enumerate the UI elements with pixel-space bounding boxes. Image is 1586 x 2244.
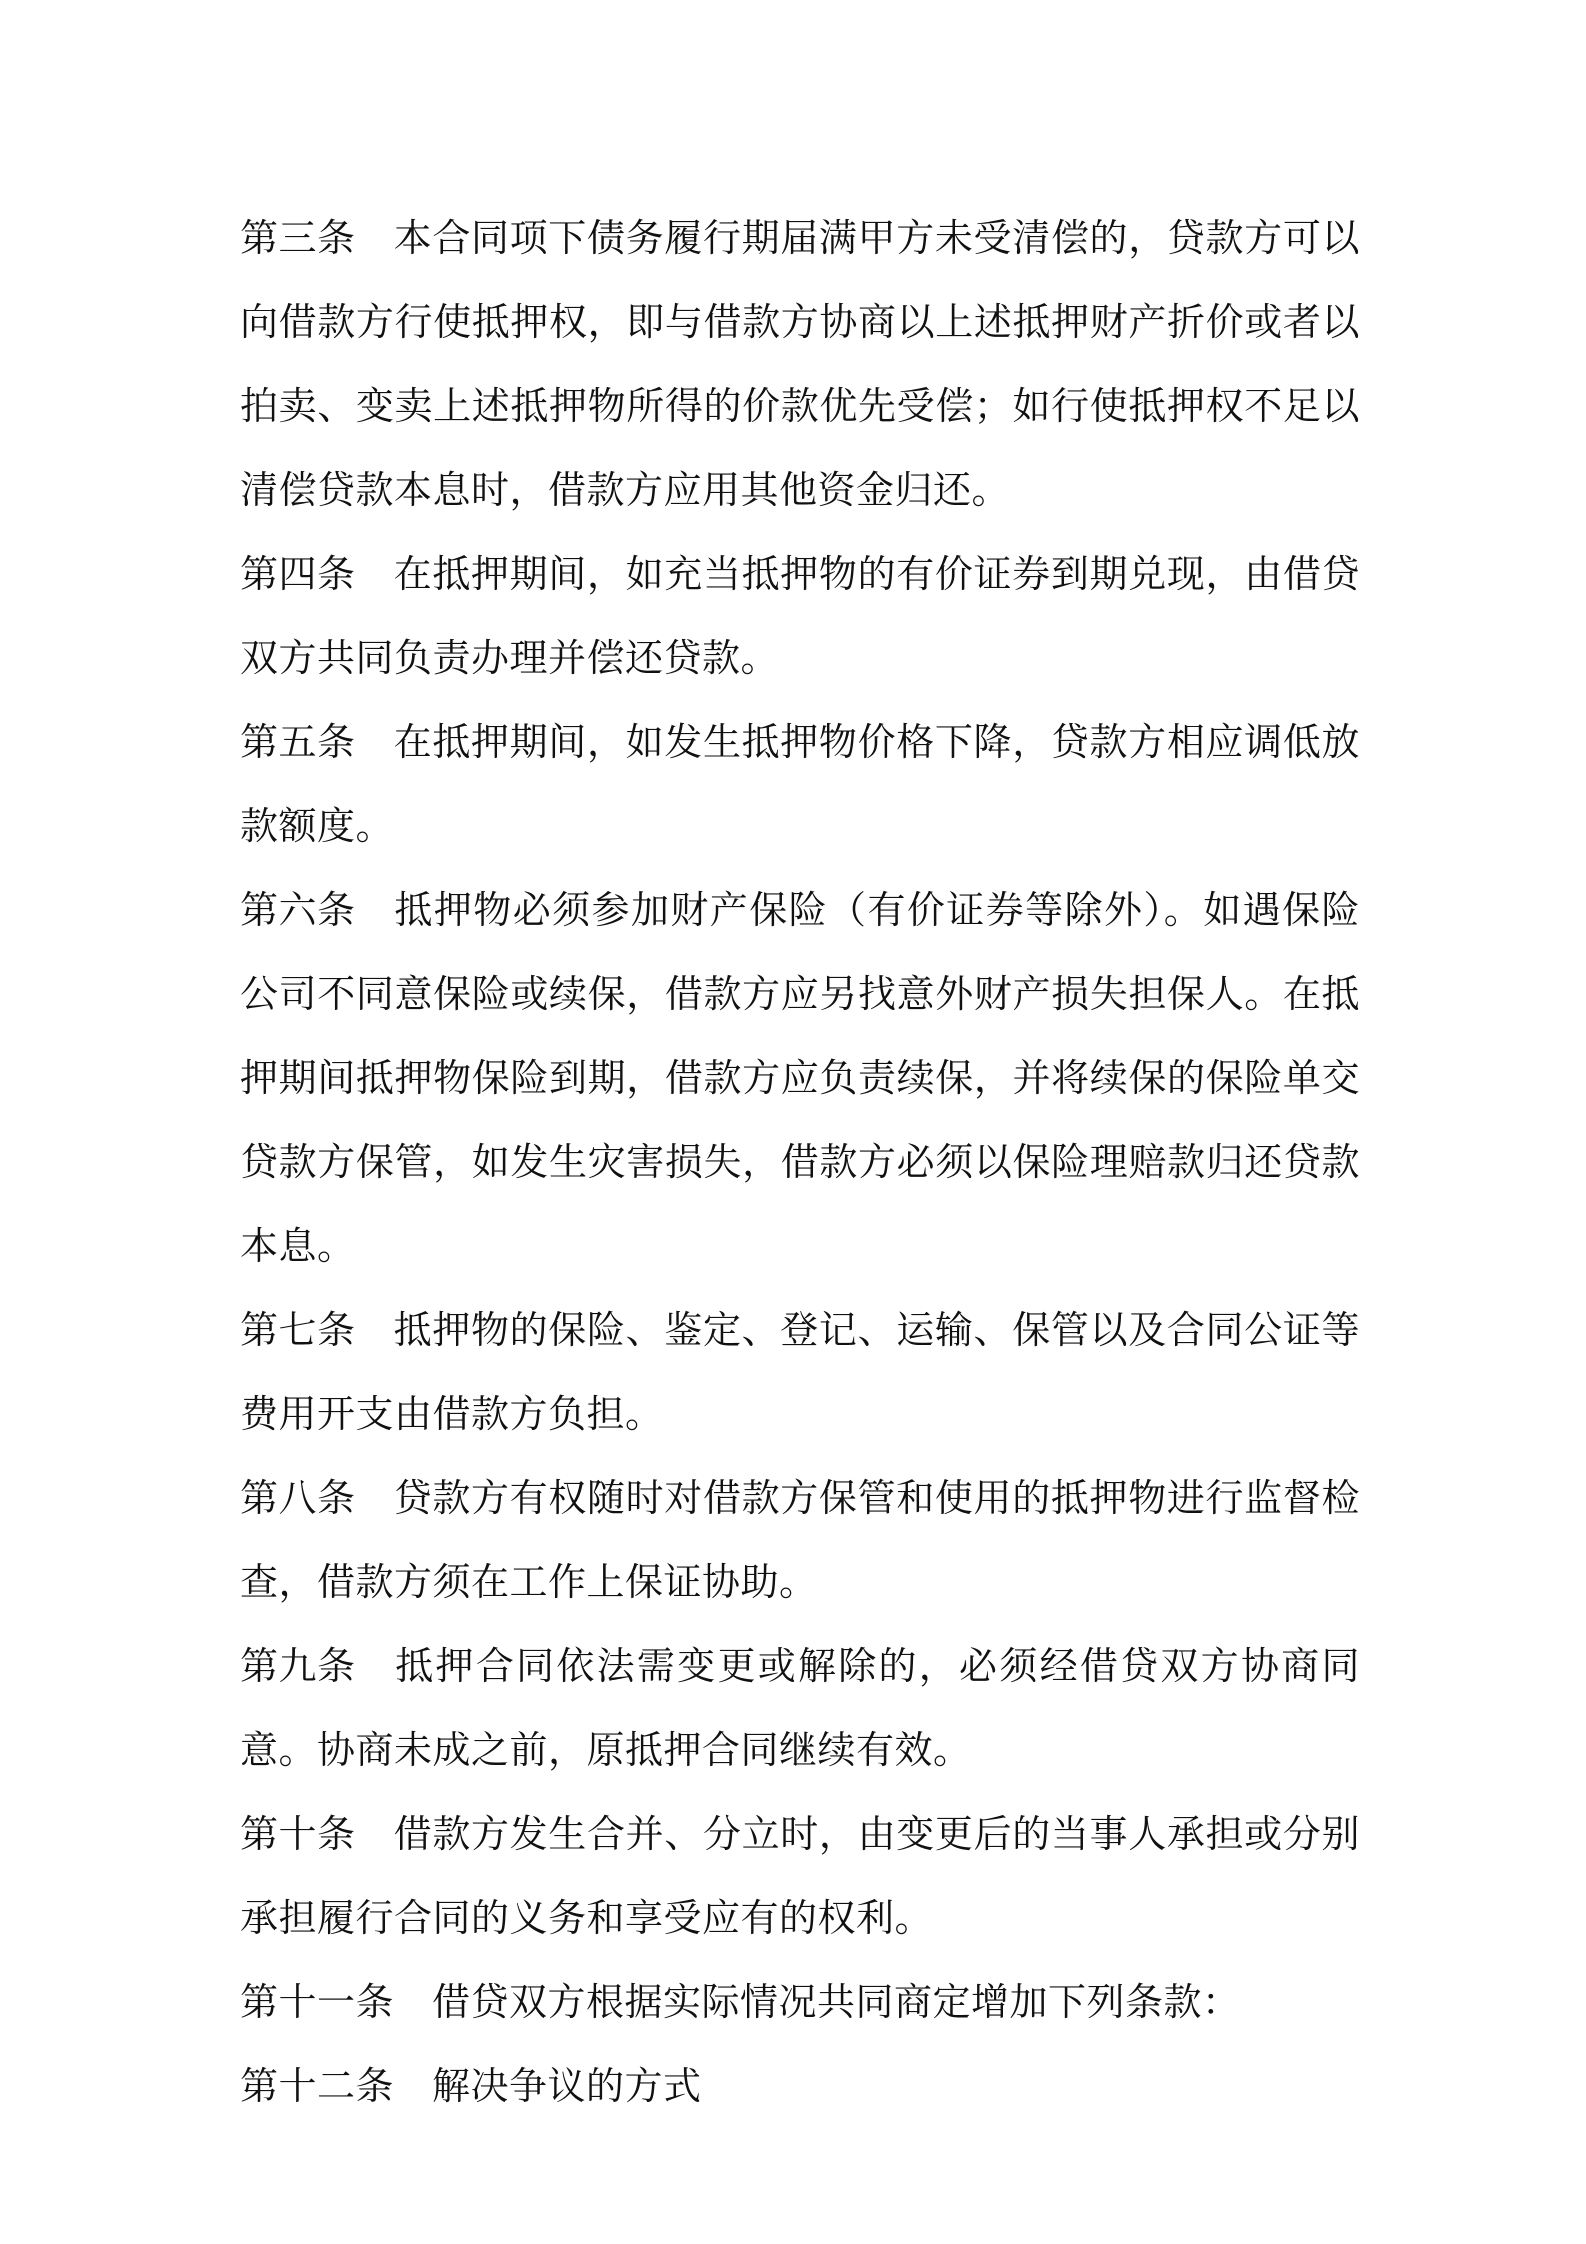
- article-label: 第四条: [240, 552, 356, 596]
- article-label: 第十二条: [240, 2064, 395, 2108]
- article-text: 贷款方有权随时对借款方保管和使用的抵押物进行监督检查，借款方须在工作上保证协助。: [240, 1476, 1360, 1604]
- article-label: 第七条: [240, 1308, 356, 1352]
- article-4: [240, 532, 1360, 700]
- article-label: 第五条: [240, 720, 356, 764]
- article-5: [240, 700, 1360, 868]
- article-12: [240, 2044, 1360, 2128]
- article-text: 在抵押期间，如发生抵押物价格下降，贷款方相应调低放款额度。: [240, 720, 1360, 848]
- article-6: [240, 868, 1360, 1288]
- article-text: 在抵押期间，如充当抵押物的有价证券到期兑现，由借贷双方共同负责办理并偿还贷款。: [240, 552, 1360, 680]
- article-text: 本合同项下债务履行期届满甲方未受清偿的，贷款方可以向借款方行使抵押权，即与借款方协商以上述抵押财产折价或者以拍卖、变卖上述抵押物所得的价款优先受偿；如行使抵押权不足以清偿贷款本息时，借款方应用其他资金归还。: [240, 216, 1360, 512]
- article-text: 抵押物必须参加财产保险（有价证券等除外）。如遇保险公司不同意保险或续保，借款方应另找意外财产损失担保人。在抵押期间抵押物保险到期，借款方应负责续保，并将续保的保险单交贷款方保管，如发生灾害损失，借款方必须以保险理赔款归还贷款本息。: [240, 888, 1360, 1268]
- article-9: [240, 1624, 1360, 1792]
- article-11: [240, 1960, 1360, 2044]
- article-text: 解决争议的方式: [432, 2064, 702, 2108]
- article-text: 抵押物的保险、鉴定、登记、运输、保管以及合同公证等费用开支由借款方负担。: [240, 1308, 1360, 1436]
- article-8: [240, 1456, 1360, 1624]
- article-label: 第十条: [240, 1812, 356, 1856]
- article-text: 借款方发生合并、分立时，由变更后的当事人承担或分别承担履行合同的义务和享受应有的权利。: [240, 1812, 1360, 1940]
- article-text: 抵押合同依法需变更或解除的，必须经借贷双方协商同意。协商未成之前，原抵押合同继续有效。: [240, 1644, 1360, 1772]
- article-label: 第六条: [240, 888, 356, 932]
- article-10: [240, 1792, 1360, 1960]
- article-label: 第九条: [240, 1644, 356, 1688]
- article-text: 借贷双方根据实际情况共同商定增加下列条款：: [432, 1980, 1241, 2024]
- document-body: [240, 196, 1360, 2128]
- article-3: [240, 196, 1360, 532]
- article-label: 第十一条: [240, 1980, 395, 2024]
- article-label: 第八条: [240, 1476, 356, 1520]
- article-label: 第三条: [240, 216, 356, 260]
- article-7: [240, 1288, 1360, 1456]
